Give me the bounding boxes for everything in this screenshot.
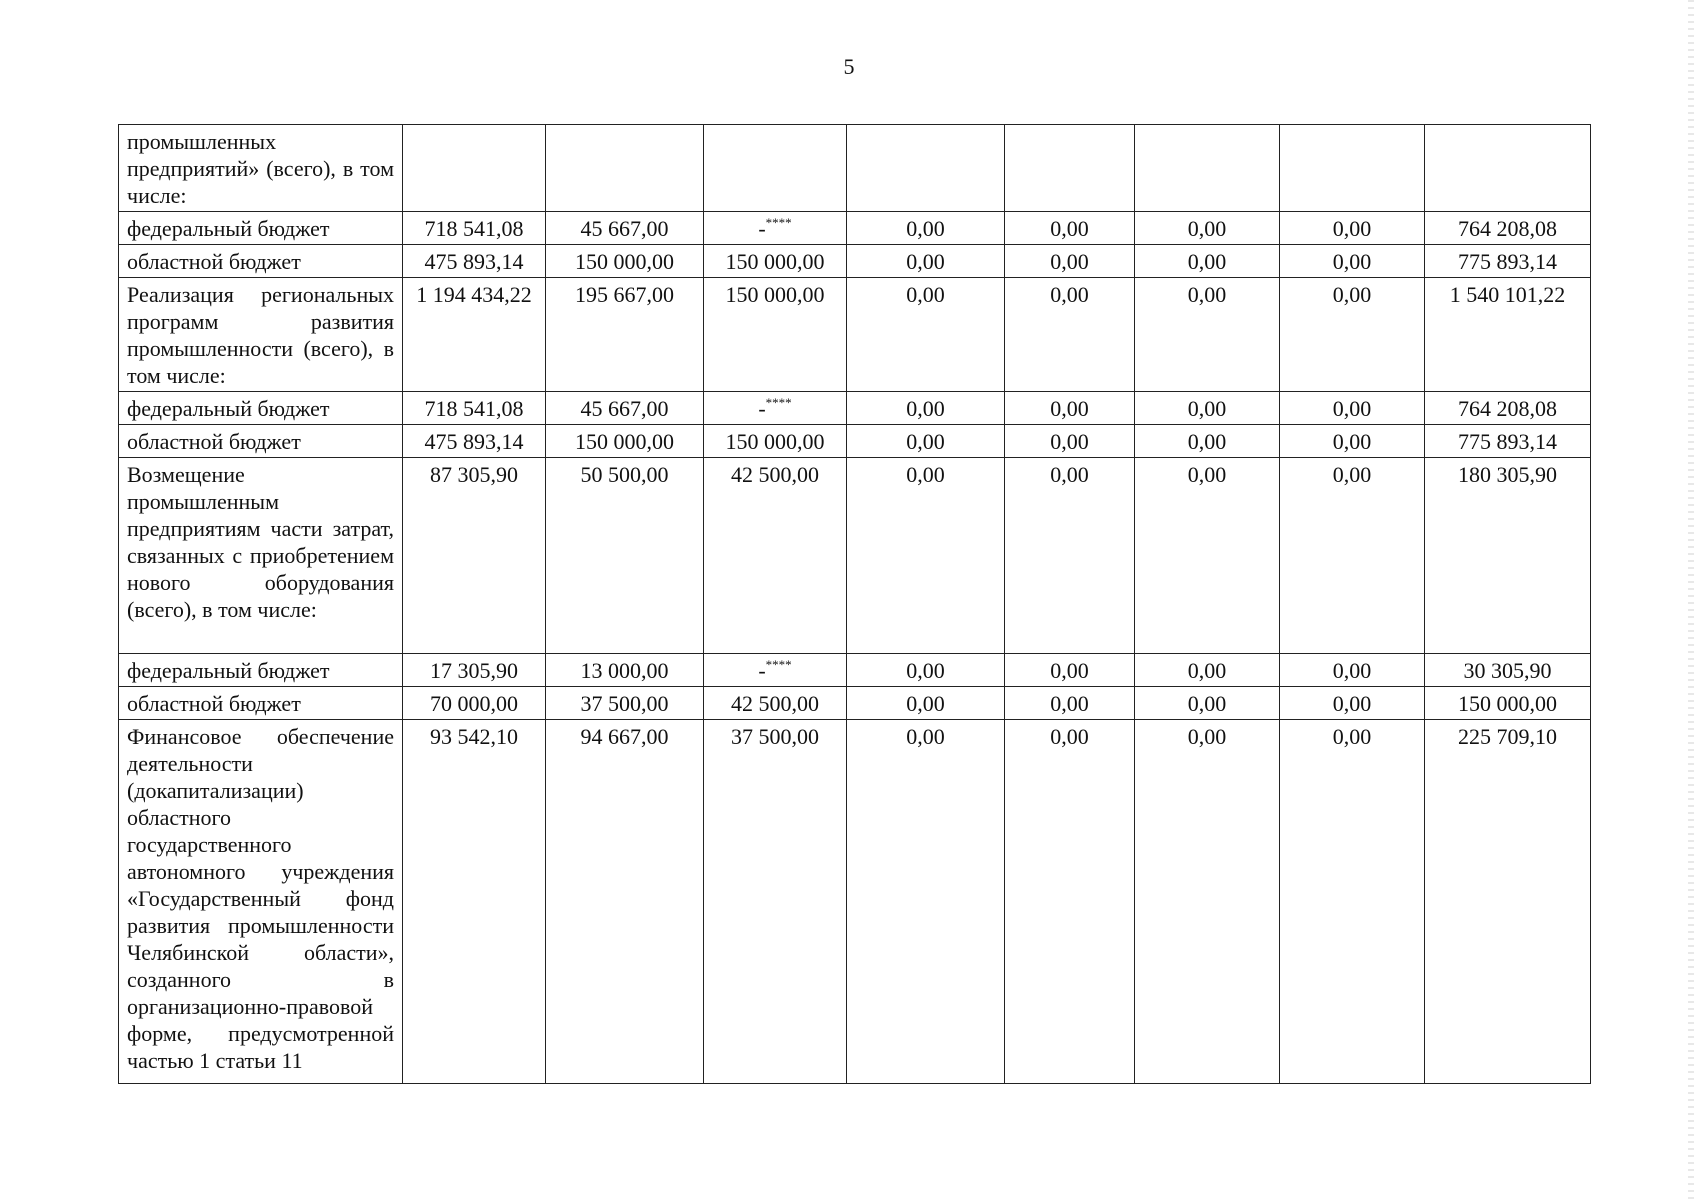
value-cell: 93 542,10 [403,720,546,1084]
value-cell: 0,00 [1135,687,1280,720]
value-cell [704,125,847,212]
row-label: областной бюджет [119,245,403,278]
value-cell: 0,00 [1135,392,1280,425]
value-cell: 0,00 [1135,212,1280,245]
value-cell: 180 305,90 [1425,458,1591,654]
value-cell: 718 541,08 [403,392,546,425]
table-row [119,687,1591,720]
table-row [119,212,1591,245]
value-cell: 150 000,00 [704,245,847,278]
value-cell: 775 893,14 [1425,245,1591,278]
value-cell: 475 893,14 [403,425,546,458]
dash-with-footnote-mark: -**** [758,215,792,241]
value-cell: 1 540 101,22 [1425,278,1591,392]
value-cell: 0,00 [847,425,1005,458]
value-cell: 17 305,90 [403,654,546,687]
value-cell: 37 500,00 [546,687,704,720]
value-cell: 42 500,00 [704,458,847,654]
value-cell: 0,00 [847,720,1005,1084]
table-row [119,245,1591,278]
dash-with-footnote-mark: -**** [758,395,792,421]
value-cell: 0,00 [1005,720,1135,1084]
value-cell: 150 000,00 [704,425,847,458]
page-number: 5 [843,54,855,79]
value-cell: 775 893,14 [1425,425,1591,458]
table-row [119,654,1591,687]
value-cell-dash-footnote [704,392,847,425]
value-cell [546,125,704,212]
value-cell: 0,00 [1280,392,1425,425]
row-label: промышленных предприятий» (всего), в том числе: [119,125,403,212]
value-cell: 150 000,00 [546,425,704,458]
row-label: областной бюджет [119,687,403,720]
value-cell: 0,00 [1135,425,1280,458]
value-cell: 0,00 [847,278,1005,392]
value-cell: 0,00 [1280,458,1425,654]
value-cell: 45 667,00 [546,392,704,425]
value-cell: 0,00 [1280,245,1425,278]
value-cell: 37 500,00 [704,720,847,1084]
value-cell: 0,00 [1005,212,1135,245]
value-cell: 0,00 [1005,687,1135,720]
value-cell: 475 893,14 [403,245,546,278]
footnote-mark: **** [765,215,792,230]
value-cell: 150 000,00 [704,278,847,392]
value-cell-dash-footnote [704,212,847,245]
footnote-mark: **** [765,657,792,672]
footnote-mark: **** [765,395,792,410]
value-cell: 0,00 [1135,245,1280,278]
value-cell: 0,00 [847,687,1005,720]
value-cell [1280,125,1425,212]
table-row [119,720,1591,1084]
table-row [119,278,1591,392]
value-cell: 0,00 [1005,425,1135,458]
value-cell: 0,00 [847,392,1005,425]
value-cell: 50 500,00 [546,458,704,654]
value-cell: 0,00 [1135,720,1280,1084]
value-cell: 0,00 [847,212,1005,245]
row-label: федеральный бюджет [119,392,403,425]
row-label: федеральный бюджет [119,654,403,687]
value-cell: 195 667,00 [546,278,704,392]
value-cell: 1 194 434,22 [403,278,546,392]
value-cell: 0,00 [1005,392,1135,425]
value-cell: 0,00 [1280,720,1425,1084]
value-cell: 30 305,90 [1425,654,1591,687]
value-cell: 45 667,00 [546,212,704,245]
budget-table [118,124,1591,1084]
value-cell: 94 667,00 [546,720,704,1084]
row-label: Возмещение промышленным предприятиям части затрат, связанных с приобретением нового оборудования (всего), в том числе: [119,458,403,654]
value-cell: 0,00 [1005,245,1135,278]
value-cell: 0,00 [1135,654,1280,687]
table-row [119,392,1591,425]
value-cell: 764 208,08 [1425,212,1591,245]
table-body [119,125,1591,1084]
value-cell [1135,125,1280,212]
table-row [119,125,1591,212]
row-label: Реализация региональных программ развития промышленности (всего), в том числе: [119,278,403,392]
row-label: областной бюджет [119,425,403,458]
value-cell: 0,00 [847,458,1005,654]
value-cell: 0,00 [1280,654,1425,687]
scan-edge-artifact [1688,0,1694,1200]
value-cell: 0,00 [1135,278,1280,392]
value-cell: 0,00 [847,654,1005,687]
dash-with-footnote-mark: -**** [758,657,792,683]
value-cell: 718 541,08 [403,212,546,245]
row-label: Финансовое обеспечение деятельности (докапитализации) областного государственного автономного учреждения «Государственный фонд развития промышленности Челябинской области», созданного в организационно-правовой форме, предусмотренной частью 1 статьи 11 [119,720,403,1084]
value-cell [1425,125,1591,212]
value-cell: 13 000,00 [546,654,704,687]
value-cell [847,125,1005,212]
value-cell: 0,00 [1005,278,1135,392]
value-cell: 0,00 [1280,425,1425,458]
table-row [119,458,1591,654]
value-cell: 0,00 [1280,212,1425,245]
value-cell: 70 000,00 [403,687,546,720]
value-cell [403,125,546,212]
value-cell: 0,00 [1280,278,1425,392]
value-cell: 0,00 [847,245,1005,278]
value-cell: 0,00 [1135,458,1280,654]
row-label: федеральный бюджет [119,212,403,245]
value-cell: 42 500,00 [704,687,847,720]
value-cell: 764 208,08 [1425,392,1591,425]
value-cell-dash-footnote [704,654,847,687]
value-cell: 150 000,00 [1425,687,1591,720]
value-cell: 225 709,10 [1425,720,1591,1084]
value-cell [1005,125,1135,212]
table-row [119,425,1591,458]
value-cell: 150 000,00 [546,245,704,278]
value-cell: 0,00 [1005,654,1135,687]
value-cell: 0,00 [1005,458,1135,654]
value-cell: 87 305,90 [403,458,546,654]
value-cell: 0,00 [1280,687,1425,720]
